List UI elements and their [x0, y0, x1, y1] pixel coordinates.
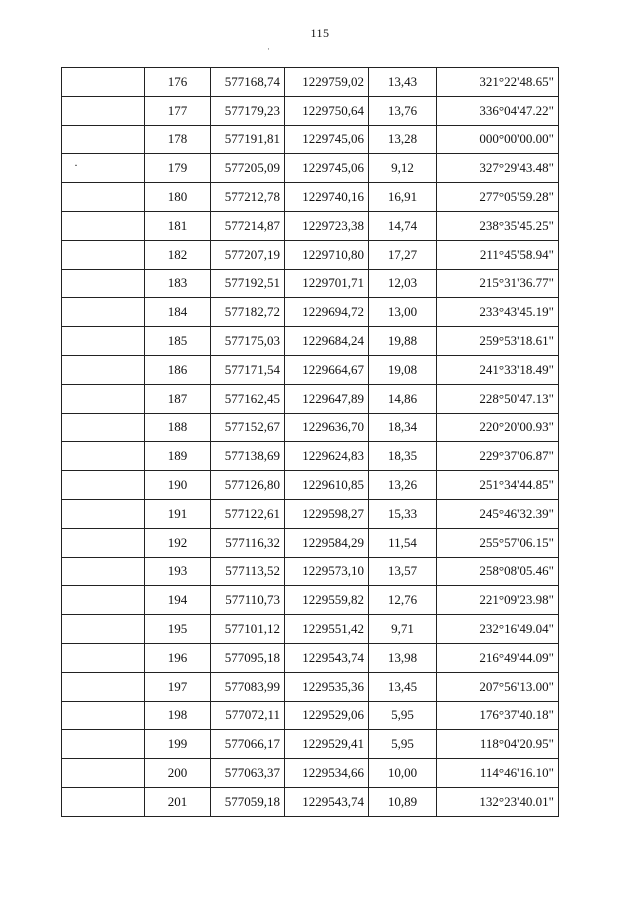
table-row	[62, 211, 559, 240]
x-coordinate-cell: 577063,37	[211, 759, 285, 788]
distance-cell: 13,45	[369, 672, 437, 701]
distance-cell: 13,57	[369, 557, 437, 586]
distance-cell: 12,76	[369, 586, 437, 615]
blank-cell	[62, 672, 145, 701]
bearing-cell: 258°08'05.46"	[437, 557, 559, 586]
blank-cell	[62, 701, 145, 730]
distance-cell: 19,08	[369, 355, 437, 384]
x-coordinate-cell: 577066,17	[211, 730, 285, 759]
y-coordinate-cell: 1229684,24	[285, 327, 369, 356]
y-coordinate-cell: 1229559,82	[285, 586, 369, 615]
y-coordinate-cell: 1229529,41	[285, 730, 369, 759]
blank-cell	[62, 787, 145, 816]
table-row	[62, 787, 559, 816]
distance-cell: 9,12	[369, 154, 437, 183]
x-coordinate-cell: 577168,74	[211, 68, 285, 97]
blank-cell	[62, 211, 145, 240]
bearing-cell: 220°20'00.93"	[437, 413, 559, 442]
bearing-cell: 233°43'45.19"	[437, 298, 559, 327]
table-row	[62, 528, 559, 557]
y-coordinate-cell: 1229535,36	[285, 672, 369, 701]
distance-cell: 13,98	[369, 643, 437, 672]
bearing-cell: 251°34'44.85"	[437, 471, 559, 500]
y-coordinate-cell: 1229543,74	[285, 787, 369, 816]
point-number-cell: 201	[145, 787, 211, 816]
y-coordinate-cell: 1229551,42	[285, 615, 369, 644]
point-number-cell: 185	[145, 327, 211, 356]
table-row	[62, 442, 559, 471]
bearing-cell: 245°46'32.39"	[437, 499, 559, 528]
x-coordinate-cell: 577182,72	[211, 298, 285, 327]
distance-cell: 18,35	[369, 442, 437, 471]
blank-cell	[62, 643, 145, 672]
bearing-cell: 327°29'43.48"	[437, 154, 559, 183]
distance-cell: 13,26	[369, 471, 437, 500]
table-row	[62, 154, 559, 183]
point-number-cell: 192	[145, 528, 211, 557]
bearing-cell: 232°16'49.04"	[437, 615, 559, 644]
table-row	[62, 355, 559, 384]
distance-cell: 13,28	[369, 125, 437, 154]
y-coordinate-cell: 1229710,80	[285, 240, 369, 269]
bearing-cell: 277°05'59.28"	[437, 183, 559, 212]
blank-cell	[62, 384, 145, 413]
table-row	[62, 586, 559, 615]
blank-cell	[62, 183, 145, 212]
x-coordinate-cell: 577175,03	[211, 327, 285, 356]
point-number-cell: 179	[145, 154, 211, 183]
point-number-cell: 189	[145, 442, 211, 471]
table-row	[62, 68, 559, 97]
point-number-cell: 178	[145, 125, 211, 154]
scan-mark: ·	[74, 158, 78, 172]
bearing-cell: 321°22'48.65"	[437, 68, 559, 97]
blank-cell	[62, 528, 145, 557]
x-coordinate-cell: 577126,80	[211, 471, 285, 500]
bearing-cell: 221°09'23.98"	[437, 586, 559, 615]
bearing-cell: 114°46'16.10"	[437, 759, 559, 788]
bearing-cell: 228°50'47.13"	[437, 384, 559, 413]
blank-cell	[62, 154, 145, 183]
point-number-cell: 195	[145, 615, 211, 644]
y-coordinate-cell: 1229534,66	[285, 759, 369, 788]
x-coordinate-cell: 577116,32	[211, 528, 285, 557]
table-row	[62, 125, 559, 154]
y-coordinate-cell: 1229694,72	[285, 298, 369, 327]
point-number-cell: 183	[145, 269, 211, 298]
blank-cell	[62, 125, 145, 154]
bearing-cell: 216°49'44.09"	[437, 643, 559, 672]
point-number-cell: 193	[145, 557, 211, 586]
x-coordinate-cell: 577179,23	[211, 96, 285, 125]
x-coordinate-cell: 577152,67	[211, 413, 285, 442]
coordinates-table	[61, 67, 559, 817]
point-number-cell: 187	[145, 384, 211, 413]
distance-cell: 5,95	[369, 730, 437, 759]
y-coordinate-cell: 1229664,67	[285, 355, 369, 384]
bearing-cell: 118°04'20.95"	[437, 730, 559, 759]
table-row	[62, 240, 559, 269]
blank-cell	[62, 759, 145, 788]
bearing-cell: 215°31'36.77"	[437, 269, 559, 298]
table-row	[62, 96, 559, 125]
y-coordinate-cell: 1229573,10	[285, 557, 369, 586]
blank-cell	[62, 413, 145, 442]
x-coordinate-cell: 577138,69	[211, 442, 285, 471]
blank-cell	[62, 499, 145, 528]
y-coordinate-cell: 1229647,89	[285, 384, 369, 413]
table-row	[62, 672, 559, 701]
distance-cell: 9,71	[369, 615, 437, 644]
point-number-cell: 182	[145, 240, 211, 269]
distance-cell: 17,27	[369, 240, 437, 269]
x-coordinate-cell: 577214,87	[211, 211, 285, 240]
y-coordinate-cell: 1229745,06	[285, 154, 369, 183]
distance-cell: 5,95	[369, 701, 437, 730]
blank-cell	[62, 586, 145, 615]
coordinates-table-body	[62, 68, 559, 817]
point-number-cell: 194	[145, 586, 211, 615]
distance-cell: 11,54	[369, 528, 437, 557]
bearing-cell: 132°23'40.01"	[437, 787, 559, 816]
point-number-cell: 188	[145, 413, 211, 442]
page-number: 115	[310, 26, 330, 40]
y-coordinate-cell: 1229529,06	[285, 701, 369, 730]
x-coordinate-cell: 577192,51	[211, 269, 285, 298]
y-coordinate-cell: 1229584,29	[285, 528, 369, 557]
blank-cell	[62, 557, 145, 586]
table-row	[62, 413, 559, 442]
table-row	[62, 183, 559, 212]
blank-cell	[62, 68, 145, 97]
y-coordinate-cell: 1229543,74	[285, 643, 369, 672]
distance-cell: 10,89	[369, 787, 437, 816]
x-coordinate-cell: 577162,45	[211, 384, 285, 413]
y-coordinate-cell: 1229624,83	[285, 442, 369, 471]
point-number-cell: 190	[145, 471, 211, 500]
table-row	[62, 730, 559, 759]
distance-cell: 19,88	[369, 327, 437, 356]
x-coordinate-cell: 577207,19	[211, 240, 285, 269]
y-coordinate-cell: 1229598,27	[285, 499, 369, 528]
y-coordinate-cell: 1229745,06	[285, 125, 369, 154]
table-row	[62, 643, 559, 672]
table-row	[62, 327, 559, 356]
distance-cell: 16,91	[369, 183, 437, 212]
y-coordinate-cell: 1229723,38	[285, 211, 369, 240]
bearing-cell: 336°04'47.22"	[437, 96, 559, 125]
bearing-cell: 176°37'40.18"	[437, 701, 559, 730]
table-row	[62, 499, 559, 528]
blank-cell	[62, 615, 145, 644]
table-row	[62, 557, 559, 586]
blank-cell	[62, 327, 145, 356]
blank-cell	[62, 471, 145, 500]
point-number-cell: 177	[145, 96, 211, 125]
bearing-cell: 241°33'18.49"	[437, 355, 559, 384]
table-row	[62, 298, 559, 327]
point-number-cell: 176	[145, 68, 211, 97]
y-coordinate-cell: 1229759,02	[285, 68, 369, 97]
table-row	[62, 384, 559, 413]
blank-cell	[62, 240, 145, 269]
x-coordinate-cell: 577072,11	[211, 701, 285, 730]
point-number-cell: 181	[145, 211, 211, 240]
blank-cell	[62, 442, 145, 471]
x-coordinate-cell: 577059,18	[211, 787, 285, 816]
distance-cell: 14,74	[369, 211, 437, 240]
x-coordinate-cell: 577171,54	[211, 355, 285, 384]
blank-cell	[62, 298, 145, 327]
point-number-cell: 180	[145, 183, 211, 212]
x-coordinate-cell: 577110,73	[211, 586, 285, 615]
table-row	[62, 471, 559, 500]
distance-cell: 18,34	[369, 413, 437, 442]
blank-cell	[62, 355, 145, 384]
distance-cell: 14,86	[369, 384, 437, 413]
distance-cell: 13,00	[369, 298, 437, 327]
y-coordinate-cell: 1229750,64	[285, 96, 369, 125]
point-number-cell: 198	[145, 701, 211, 730]
x-coordinate-cell: 577095,18	[211, 643, 285, 672]
point-number-cell: 186	[145, 355, 211, 384]
x-coordinate-cell: 577191,81	[211, 125, 285, 154]
bearing-cell: 229°37'06.87"	[437, 442, 559, 471]
bearing-cell: 238°35'45.25"	[437, 211, 559, 240]
point-number-cell: 199	[145, 730, 211, 759]
point-number-cell: 184	[145, 298, 211, 327]
x-coordinate-cell: 577212,78	[211, 183, 285, 212]
blank-cell	[62, 730, 145, 759]
point-number-cell: 191	[145, 499, 211, 528]
y-coordinate-cell: 1229636,70	[285, 413, 369, 442]
y-coordinate-cell: 1229740,16	[285, 183, 369, 212]
table-row	[62, 269, 559, 298]
table-row	[62, 759, 559, 788]
bearing-cell: 255°57'06.15"	[437, 528, 559, 557]
table-row	[62, 701, 559, 730]
x-coordinate-cell: 577083,99	[211, 672, 285, 701]
distance-cell: 13,76	[369, 96, 437, 125]
y-coordinate-cell: 1229610,85	[285, 471, 369, 500]
bearing-cell: 000°00'00.00"	[437, 125, 559, 154]
distance-cell: 12,03	[369, 269, 437, 298]
y-coordinate-cell: 1229701,71	[285, 269, 369, 298]
blank-cell	[62, 269, 145, 298]
table-row	[62, 615, 559, 644]
x-coordinate-cell: 577205,09	[211, 154, 285, 183]
point-number-cell: 200	[145, 759, 211, 788]
x-coordinate-cell: 577122,61	[211, 499, 285, 528]
bearing-cell: 207°56'13.00"	[437, 672, 559, 701]
point-number-cell: 196	[145, 643, 211, 672]
distance-cell: 13,43	[369, 68, 437, 97]
bearing-cell: 211°45'58.94"	[437, 240, 559, 269]
distance-cell: 15,33	[369, 499, 437, 528]
distance-cell: 10,00	[369, 759, 437, 788]
bearing-cell: 259°53'18.61"	[437, 327, 559, 356]
blank-cell	[62, 96, 145, 125]
x-coordinate-cell: 577113,52	[211, 557, 285, 586]
point-number-cell: 197	[145, 672, 211, 701]
scan-mark: ·	[267, 44, 270, 54]
x-coordinate-cell: 577101,12	[211, 615, 285, 644]
